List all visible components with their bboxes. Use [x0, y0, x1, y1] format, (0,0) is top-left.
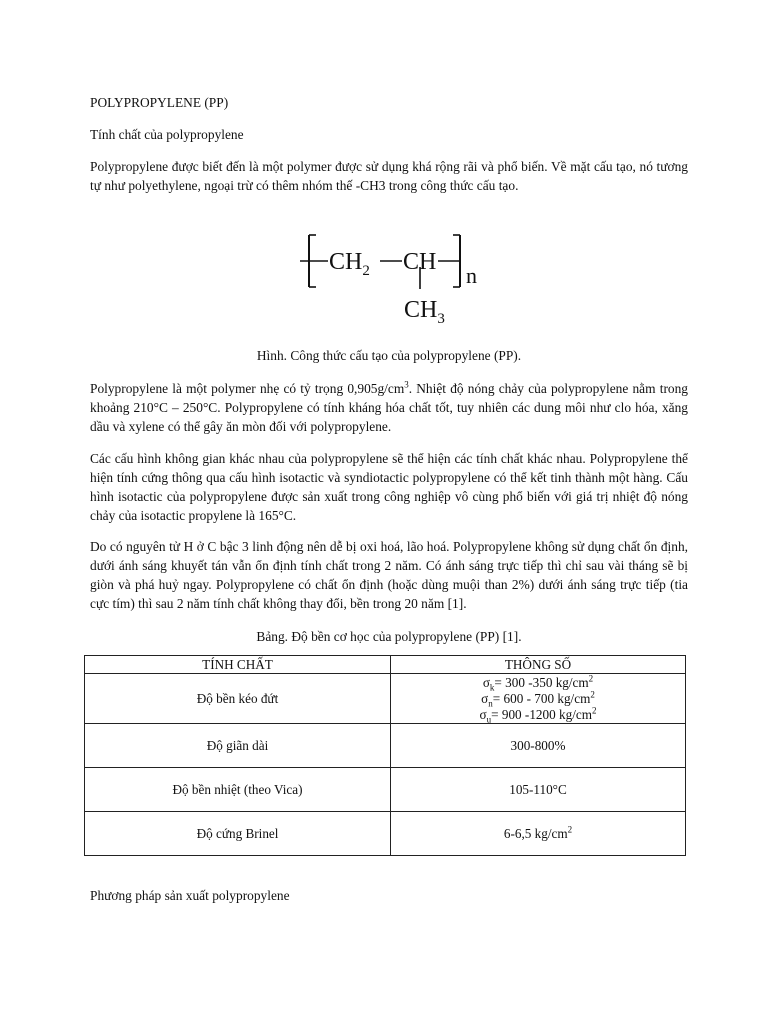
cell-value: 6-6,5 $kg/cm^2$: [391, 812, 686, 856]
table-row: [85, 768, 686, 812]
document-heading: POLYPROPYLENE (PP): [90, 95, 229, 110]
header-property: TÍNH CHẤT: [85, 656, 391, 674]
header-value: THÔNG SỐ: [391, 656, 686, 674]
tensile-value-1: $\sigma_k= 300$ -350 $kg/cm^2$: [482, 673, 594, 693]
pp-structural-formula: [300, 225, 500, 335]
cell-value-tensile: [391, 674, 686, 724]
table-row: [85, 674, 686, 724]
cell-property: Độ bền kéo đứt: [85, 674, 391, 724]
table-row: [85, 724, 686, 768]
cell-property: Độ bền nhiệt (theo Vica): [85, 768, 391, 812]
formula-ch: CH: [403, 249, 437, 275]
mechanical-properties-table: [84, 655, 686, 856]
table-header-row: [85, 656, 686, 674]
cell-property: Độ giãn dài: [85, 724, 391, 768]
formula-n: n: [466, 263, 477, 288]
formula-ch2: $CH_2$: [329, 249, 370, 279]
paragraph-intro: Polypropylene được biết đến là một polymer được sử dụng khá rộng rãi và phổ biến. Về mặt cấu tạo, nó tương tự như polyethylene, ngoại trừ có thêm nhóm thế -CH3 trong công thức cấu tạo.: [90, 159, 688, 193]
paragraph-stability: Do có nguyên tử H ở C bậc 3 linh động nên dễ bị oxi hoá, lão hoá. Polypropylene không sử dụng chất ổn định, dưới ánh sáng khuyết tán vẫn ổn định tính chất trong 2 năm. Có ánh sáng trực tiếp thì chỉ sau vài tháng sẽ bị giòn và phá huỷ ngay. Polypropylene có chất ổn định (hoặc dùng muội than 2%) dưới ánh sáng trực tiếp (tia cực tím) thì sau 2 năm tính chất không thay đổi, bền trong 20 năm [1].: [90, 539, 688, 611]
figure-caption: Hình. Công thức cấu tạo của polypropylene (PP).: [256, 348, 522, 363]
cell-property: Độ cứng Brinel: [85, 812, 391, 856]
paragraph-properties: Polypropylene là một polymer nhẹ có tỷ trọng $0,905g/cm^3$. Nhiệt độ nóng chảy của polypropylene nằm trong khoảng 210°C – 250°C. Polypropylene có tính kháng hóa chất tốt, tuy nhiên các dung môi như clo hóa, xăng dầu và xylene có thể gây ăn mòn đối với polypropylene.: [90, 379, 688, 434]
cell-value: 300-800%: [391, 724, 686, 768]
section-subheading: Tính chất của polypropylene: [90, 127, 244, 142]
tensile-value-3: $\sigma_u= 900$ -1200 $kg/cm^2$: [479, 705, 597, 725]
tensile-value-2: $\sigma_n= 600 - 700$ $kg/cm^2$: [481, 689, 595, 709]
cell-value: 105-110°C: [391, 768, 686, 812]
paragraph-configurations: Các cấu hình không gian khác nhau của polypropylene sẽ thể hiện các tính chất khác nhau. Polypropylene thể hiện tính cứng thông qua cấu hình isotactic và syndiotactic polypropylene có thể kết tinh thành một hàng. Cấu hình isotactic của polypropylene được sản xuất trong công nghiệp vô cùng phổ biến với giá trị nhiệt độ nóng chảy của isotactic propylene là 165°C.: [90, 451, 688, 523]
formula-ch3: $CH_3$: [404, 297, 445, 327]
section-heading-production: Phương pháp sản xuất polypropylene: [90, 888, 290, 903]
table-caption: Bảng. Độ bền cơ học của polypropylene (PP) [1].: [256, 629, 522, 644]
table-row: [85, 812, 686, 856]
